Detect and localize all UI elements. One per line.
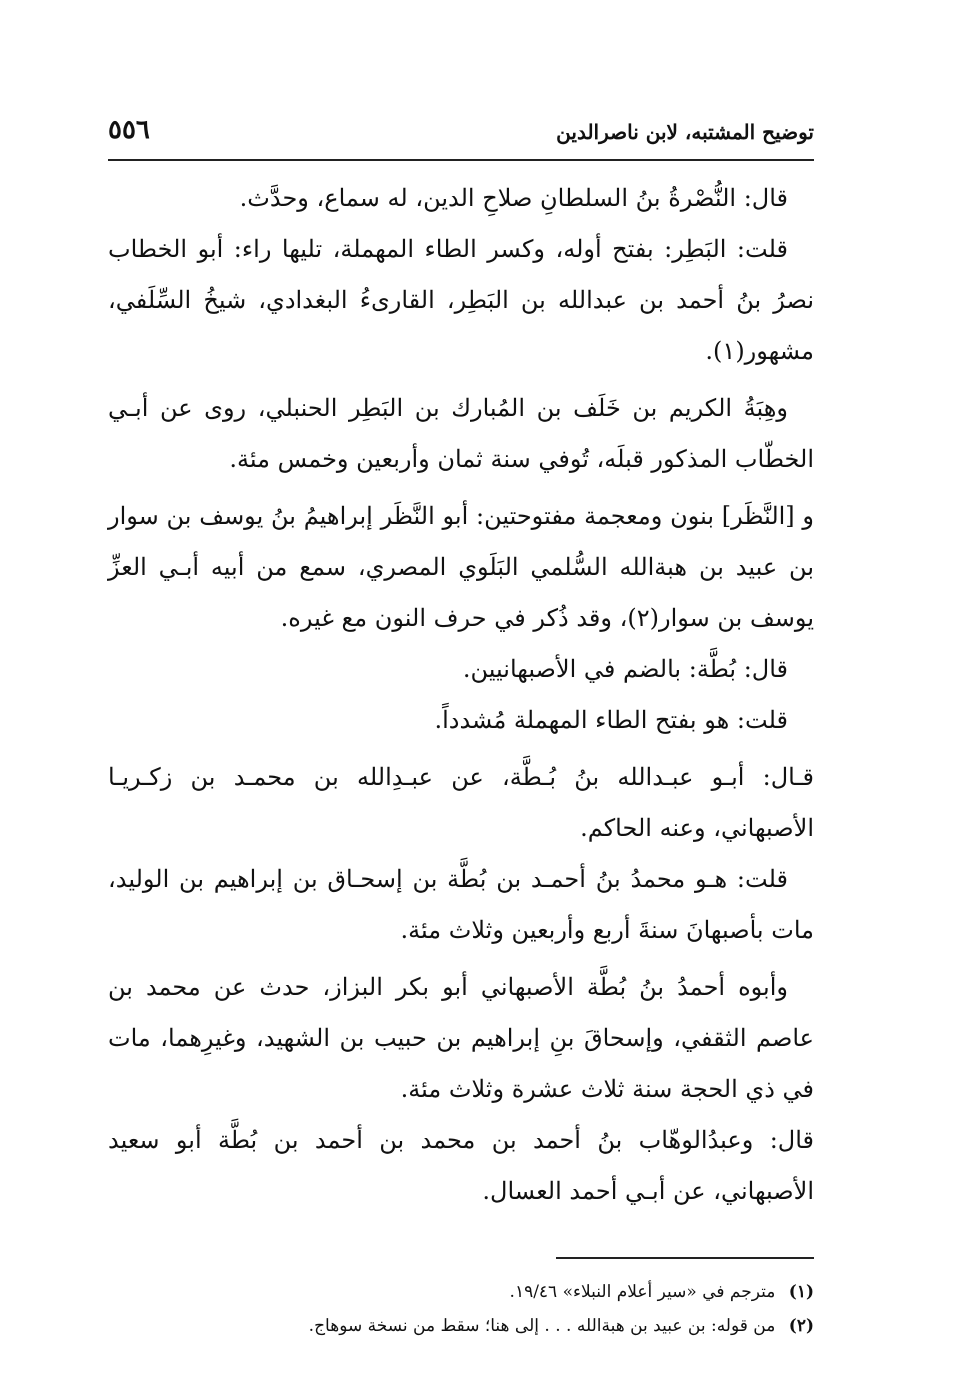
main-text	[108, 161, 814, 1217]
paragraph-hibat-al-karim: وهِبَةُ الكريم بن خَلَف بن المُبارك بن البَطِر الحنبلي، روى عن أبـي الخطّاب المذكور قبلَه، تُوفي سنة ثمان وأربعين وخمس مئة.	[108, 394, 814, 473]
footnote-1-text: مترجم في «سير أعلام النبلاء» ١٩/٤٦.	[509, 1282, 776, 1302]
paragraph-batta-note: قلت: هو بفتح الطاء المهملة مُشدداً.	[434, 706, 788, 734]
paragraph-batir: قلت: البَطِر: بفتح أوله، وكسر الطاء المهملة، تليها راء: أبو الخطاب نصرُ بنُ أحمد بن عبدالله بن البَطِر، القارىءُ البغدادي، شيخُ السِّلَفي، مشهور(١).	[108, 235, 814, 365]
footnote-2	[108, 1309, 814, 1343]
paragraph-ahmad-batta: وأبوه أحمدُ بنُ بُطَّة الأصبهاني أبو بكر البزاز، حدث عن محمد بن عاصم الثقفي، وإسحاقَ بنِ إبراهيم بن حبيب بن الشهيد، وغيرِهما، مات في ذي الحجة سنة ثلاث عشرة وثلاث مئة.	[108, 973, 814, 1103]
paragraph-nazar: و [النَّظَر] بنون ومعجمة مفتوحتين: أبو النَّظَر إبراهيمُ بنُ يوسف بن سوار بن عبيد بن هبةالله السُّلمي البَلَوي المصري، سمع من أبيه أبـي العزِّ يوسف بن سوار(٢)، وقد ذُكر في حرف النون مع غيره.	[108, 502, 814, 632]
footnote-1	[108, 1275, 814, 1309]
paragraph-abu-abdallah: قـال: أبـو عبـدالله بنُ بُـطَّة، عن عبـدِالله بن محمـد بن زكـريـا الأصبهاني، وعنه الحاكم.	[108, 763, 814, 842]
footnote-2-text: من قوله: بن عبيد بن هبةالله . . . إلى هنا؛ سقط من نسخة سوهاج.	[308, 1316, 776, 1336]
footnote-1-number: (١)	[788, 1282, 814, 1302]
footnote-separator	[556, 1257, 814, 1259]
paragraph-muhammad-batta: قلت: هـو محمدُ بنُ أحمـد بن بُطَّة بن إسحـاق بن إبراهيم بن الوليد، مات بأصبهانَ سنةَ أربع وأربعين وثلاث مئة.	[108, 865, 814, 944]
page-number: ٥٥٦	[108, 115, 150, 145]
paragraph-abd-al-wahhab: قال: وعبدُالوهّاب بنُ أحمد بن محمد بن أحمد بن بُطَّة أبو سعيد الأصبهاني، عن أبـي أحمد العسال.	[108, 1126, 814, 1205]
paragraph-nusra: قال: النُّصْرةُ بنُ السلطانِ صلاحِ الدين، له سماع، وحدَّث.	[239, 184, 788, 212]
paragraph-batta-said: قال: بُطَّة: بالضم في الأصبهانيين.	[462, 655, 788, 683]
running-title: توضيح المشتبه، لابن ناصرالدين	[556, 120, 814, 144]
book-page	[108, 115, 814, 1336]
running-header	[108, 115, 814, 161]
footnote-2-number: (٢)	[788, 1316, 814, 1336]
footnotes	[108, 1275, 814, 1343]
